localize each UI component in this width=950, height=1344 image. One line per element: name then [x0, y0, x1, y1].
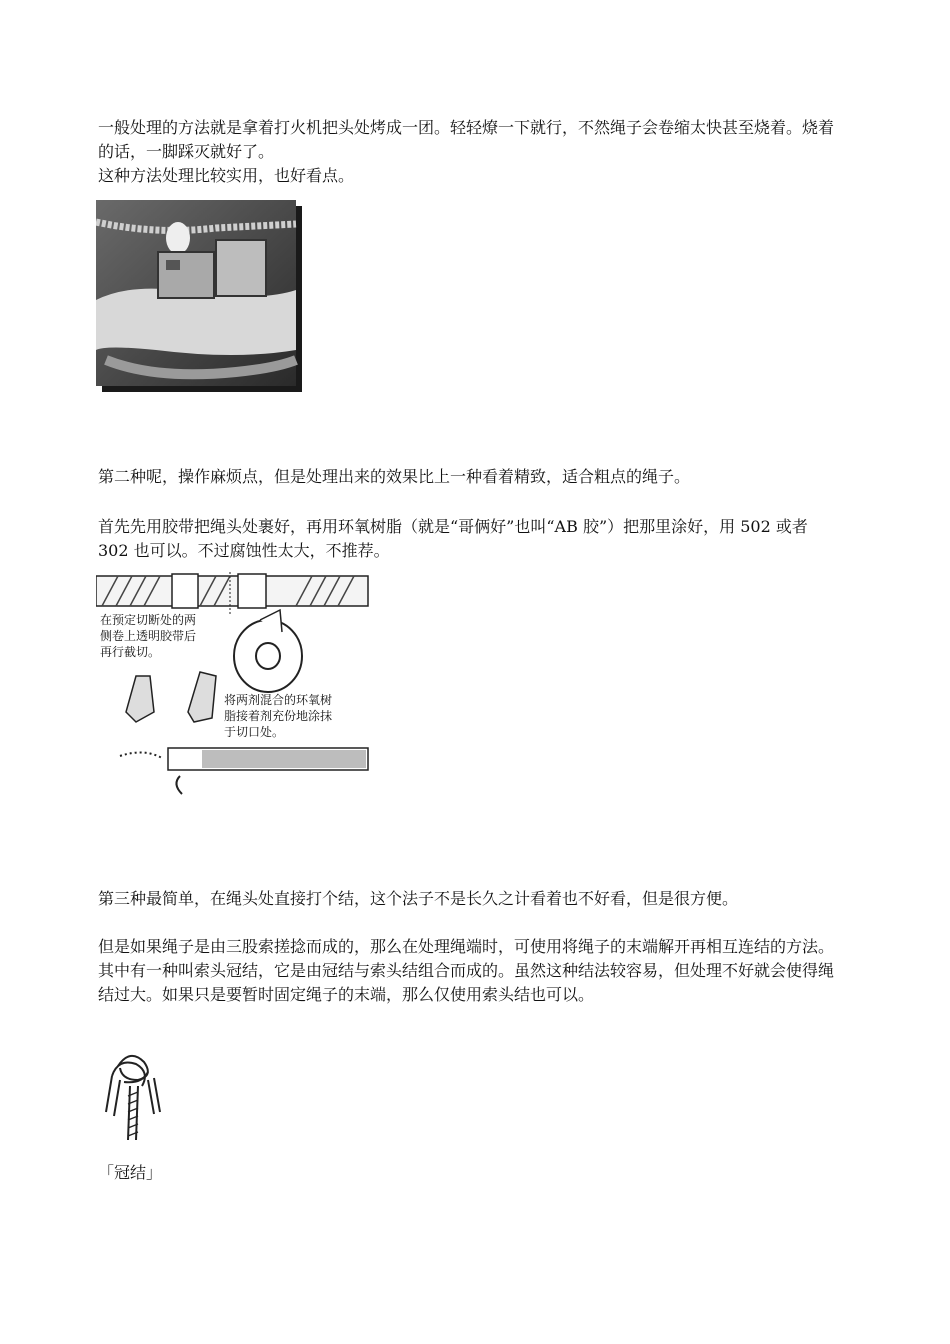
tape-epoxy-diagram: [96, 572, 376, 804]
epoxy-label-line-2: 脂接着剂充份地涂抹: [224, 709, 333, 723]
crown-knot-illustration: [98, 1046, 168, 1142]
paragraph-lighter-method: 一般处理的方法就是拿着打火机把头处烤成一团。轻轻燎一下就行，不然绳子会卷缩太快甚至烧着。烧着的话，一脚踩灭就好了。: [98, 118, 835, 161]
paragraph-practical-note: 这种方法处理比较实用，也好看点。: [98, 166, 355, 185]
paragraph-second-method: 第二种呢，操作麻烦点，但是处理出来的效果比上一种看着精致，适合粗点的绳子。: [98, 467, 691, 486]
tape-label-line-3: 再行截切。: [100, 645, 161, 659]
tape-label-line-2: 侧卷上透明胶带后: [100, 629, 197, 643]
lighter-photo: [96, 200, 308, 400]
tape-label-line-1: 在预定切断处的两: [100, 613, 197, 627]
paragraph-third-method: 第三种最简单，在绳头处直接打个结，这个法子不是长久之计看着也不好看，但是很方便。: [98, 889, 739, 908]
paragraph-crown-knot: 但是如果绳子是由三股索搓捻而成的，那么在处理绳端时，可使用将绳子的末端解开再相互连结的方法。其中有一种叫索头冠结，它是由冠结与索头结组合而成的。虽然这种结法较容易，但处理不好就会使得绳结过大。如果只是要暂时固定绳子的末端，那么仅使用索头结也可以。: [98, 937, 835, 1004]
paragraph-tape-epoxy: 首先先用胶带把绳头处裹好，再用环氧树脂（就是“哥俩好”也叫“AB 胶”）把那里涂好，用 502 或者 302 也可以。不过腐蚀性太大，不推荐。: [98, 517, 808, 560]
epoxy-label-line-3: 于切口处。: [224, 725, 285, 739]
epoxy-label-line-1: 将两剂混合的环氧树: [224, 693, 333, 707]
caption-crown-knot: 「冠结」: [98, 1163, 163, 1182]
